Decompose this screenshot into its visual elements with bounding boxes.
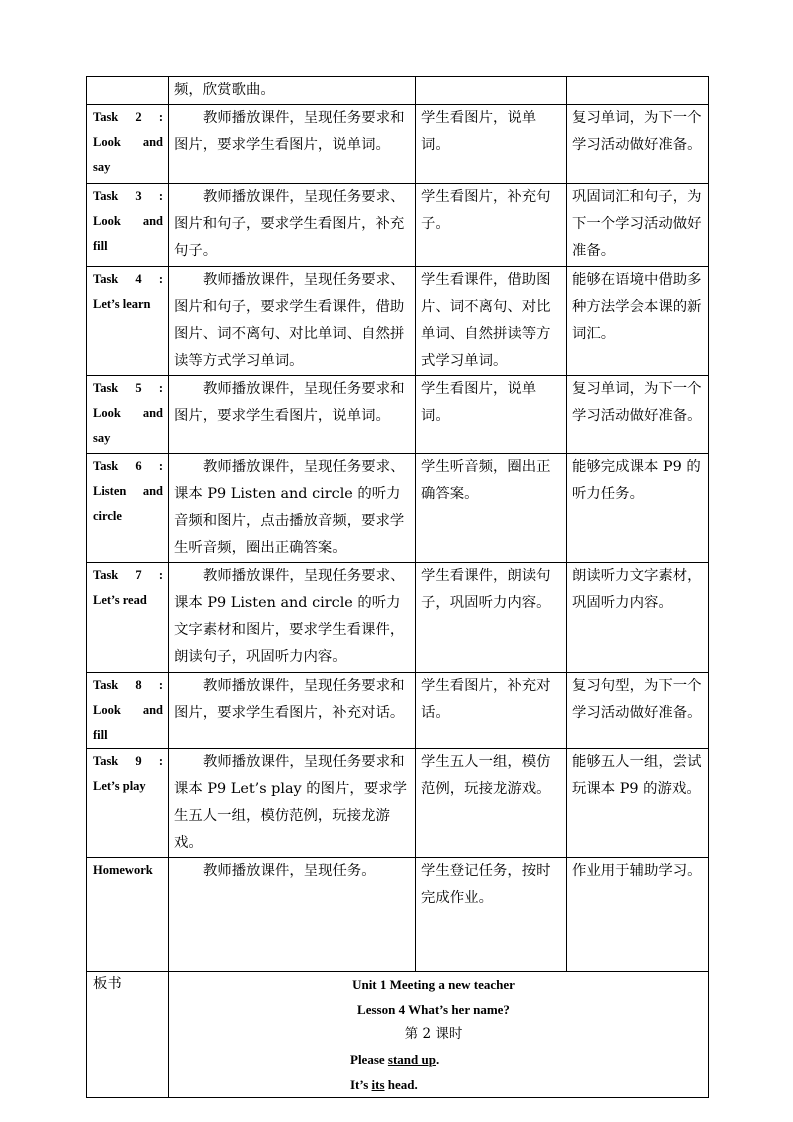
task-label-line [93,479,163,504]
board-line-1 [169,1047,708,1072]
board-label-cell [87,972,169,1098]
task-cell [87,105,169,184]
task-label-word: : [158,381,163,395]
board-period: 第 2 课时 [404,1026,463,1042]
task-label-line [93,267,163,292]
board-row [87,972,709,1098]
teacher-activity-cell [169,858,416,972]
board-line-1-pre: Please [350,1052,388,1067]
task-label-line [93,184,163,209]
task-label-word: Look [93,703,121,717]
student-activity-cell [416,749,567,858]
task-cell [87,454,169,563]
activity-purpose-cell [567,749,709,858]
task-label-word: Task [93,381,119,395]
task-label-line [93,426,163,451]
task-cell [87,184,169,267]
activity-purpose: 能够五人一组，尝试玩课本 P9 的游戏。 [572,754,702,797]
table-row [87,673,709,749]
student-activity: 学生五人一组，模仿范例，玩接龙游戏。 [421,754,551,797]
task-label-word: and [142,214,163,228]
task-label-word: Task [93,459,119,473]
teacher-activity-cell [169,77,416,105]
board-content [169,972,709,1098]
teacher-activity: 教师播放课件，呈现任务要求、课本 P9 Listen and circle 的听力文字素材和图片，要求学生看课件，朗读句子，巩固听力内容。 [174,568,405,665]
board-line-2 [169,1072,708,1097]
table-row [87,563,709,673]
activity-purpose-cell [567,77,709,105]
table-row [87,267,709,376]
table-row [87,376,709,454]
student-activity-cell [416,454,567,563]
task-label-word: fill [93,239,108,253]
task-label-line [93,105,163,130]
task-label-word: : [158,678,163,692]
teacher-activity-cell [169,105,416,184]
task-label-word: Task [93,110,119,124]
task-cell [87,673,169,749]
activity-purpose-cell [567,858,709,972]
task-label-word: Look [93,135,121,149]
teacher-activity-cell [169,749,416,858]
activity-purpose: 朗读听力文字素材，巩固听力内容。 [572,568,702,611]
task-cell [87,563,169,673]
task-label-word: : [158,189,163,203]
student-activity-cell [416,105,567,184]
task-label-line [93,749,163,774]
student-activity: 学生看图片，说单词。 [421,381,537,424]
task-label-word: 9 [135,754,142,768]
task-label-word: fill [93,728,108,742]
task-label-word: circle [93,509,122,523]
student-activity: 学生听音频，圈出正确答案。 [421,459,551,502]
board-unit: Unit 1 Meeting a new teacher [352,977,515,992]
student-activity: 学生看图片，补充句子。 [421,189,551,232]
task-label-word: and [142,703,163,717]
table-row [87,858,709,972]
student-activity-cell [416,267,567,376]
activity-purpose-cell [567,454,709,563]
task-cell [87,749,169,858]
task-label-word: 6 [135,459,142,473]
task-label-word: Let’s read [93,593,147,607]
teacher-activity: 教师播放课件，呈现任务。 [203,863,376,879]
student-activity-cell [416,184,567,267]
activity-purpose: 能够在语境中借助多种方法学会本课的新词汇。 [572,272,702,342]
table-row [87,184,709,267]
lesson-rows [87,77,709,972]
student-activity: 学生看课件，朗读句子，巩固听力内容。 [421,568,551,611]
teacher-activity: 教师播放课件，呈现任务要求、课本 P9 Listen and circle 的听力音频和图片，点击播放音频，要求学生听音频，圈出正确答案。 [174,459,405,556]
task-label-word: 3 [135,189,142,203]
activity-purpose: 复习单词，为下一个学习活动做好准备。 [572,381,702,424]
teacher-activity: 教师播放课件，呈现任务要求和课本 P9 Let’s play 的图片，要求学生五人一组，模仿范例，玩接龙游戏。 [174,754,407,851]
teacher-activity: 教师播放课件，呈现任务要求、图片和句子，要求学生看课件，借助图片、词不离句、对比单词、自然拼读等方式学习单词。 [174,272,405,369]
board-label: 板书 [93,976,122,992]
task-label-word: : [158,568,163,582]
task-label-word: Task [93,272,119,286]
task-label-word: and [142,406,163,420]
task-label-word: : [158,110,163,124]
teacher-activity-cell [169,267,416,376]
task-label-word: and [142,484,163,498]
task-label-word: Task [93,189,119,203]
teacher-activity: 教师播放课件，呈现任务要求和图片，要求学生看图片，说单词。 [174,381,405,424]
task-label-line [93,155,163,180]
task-label-line [93,858,163,883]
task-label-line [93,376,163,401]
student-activity-cell [416,563,567,673]
teacher-activity-cell [169,563,416,673]
task-label-word: 5 [135,381,142,395]
student-activity: 学生看课件，借助图片、词不离句、对比单词、自然拼读等方式学习单词。 [421,272,551,369]
task-cell [87,376,169,454]
task-label-line [93,504,163,529]
task-label-word: : [158,272,163,286]
student-activity-cell [416,858,567,972]
activity-purpose: 复习单词，为下一个学习活动做好准备。 [572,110,702,153]
task-label-word: Let’s play [93,779,146,793]
activity-purpose-cell [567,184,709,267]
board-line-2-underlined: its [371,1077,385,1092]
board-line-1-post: . [435,1052,440,1067]
student-activity-cell [416,673,567,749]
task-label-word: say [93,160,111,174]
activity-purpose-cell [567,563,709,673]
task-label-line [93,588,163,613]
activity-purpose: 复习句型，为下一个学习活动做好准备。 [572,678,702,721]
task-label-word: Task [93,754,119,768]
task-label-line [93,698,163,723]
task-label-word: Look [93,406,121,420]
task-label-word: Task [93,568,119,582]
task-label-line [93,723,163,748]
task-label-word: say [93,431,111,445]
task-label-line [93,454,163,479]
teacher-activity-cell [169,184,416,267]
teacher-activity: 教师播放课件，呈现任务要求和图片，要求学生看图片，补充对话。 [174,678,405,721]
activity-purpose-cell [567,673,709,749]
table-row [87,77,709,105]
teacher-activity-cell [169,376,416,454]
board-lesson: Lesson 4 What’s her name? [357,1002,510,1017]
task-label-line [93,774,163,799]
task-label-word: Look [93,214,121,228]
student-activity: 学生看图片，说单词。 [421,110,537,153]
task-label-line [93,209,163,234]
task-label-line [93,401,163,426]
table-row [87,454,709,563]
student-activity-cell [416,376,567,454]
activity-purpose-cell [567,105,709,184]
student-activity: 学生看图片，补充对话。 [421,678,551,721]
lesson-plan-table [86,76,709,1098]
task-label-word: 7 [135,568,142,582]
task-label-line [93,563,163,588]
task-label-word: 8 [135,678,142,692]
task-label-line [93,130,163,155]
task-cell [87,77,169,105]
task-label-word: Task [93,678,119,692]
task-label-word: Let’s learn [93,297,151,311]
activity-purpose: 能够完成课本 P9 的听力任务。 [572,459,701,502]
teacher-activity: 频，欣赏歌曲。 [174,82,275,98]
task-cell [87,858,169,972]
activity-purpose: 巩固词汇和句子，为下一个学习活动做好准备。 [572,189,702,259]
task-label-word: Listen [93,484,127,498]
teacher-activity-cell [169,454,416,563]
task-label-line [93,234,163,259]
task-label-line [93,673,163,698]
student-activity-cell [416,77,567,105]
board-line-2-pre: It’s [350,1077,372,1092]
task-label-word: : [158,754,163,768]
student-activity: 学生登记任务，按时完成作业。 [421,863,551,906]
board-line-1-underlined: stand up [387,1052,436,1067]
task-label-word: and [142,135,163,149]
task-label-word: 4 [135,272,142,286]
table-row [87,105,709,184]
task-label-word: 2 [135,110,142,124]
activity-purpose: 作业用于辅助学习。 [572,863,702,879]
teacher-activity: 教师播放课件，呈现任务要求和图片，要求学生看图片，说单词。 [174,110,405,153]
task-label-word: Homework [93,863,153,877]
task-label-word: : [158,459,163,473]
teacher-activity: 教师播放课件，呈现任务要求、图片和句子，要求学生看图片，补充句子。 [174,189,405,259]
task-label-line [93,292,163,317]
task-cell [87,267,169,376]
table-row [87,749,709,858]
activity-purpose-cell [567,267,709,376]
teacher-activity-cell [169,673,416,749]
activity-purpose-cell [567,376,709,454]
board-line-2-post: head. [384,1077,418,1092]
